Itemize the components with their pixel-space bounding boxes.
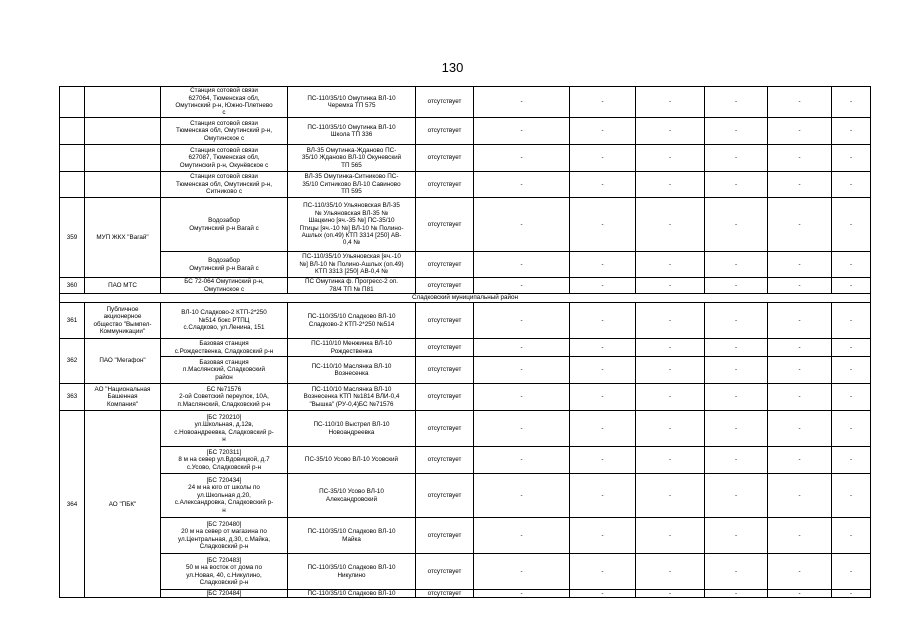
value-cell: - [832,303,871,339]
value-cell: - [832,357,871,384]
value-cell: - [768,357,832,384]
object-description: Базовая станция с.Рождественка, Сладковский р-н [161,339,288,357]
value-cell: - [768,339,832,357]
value-cell: - [768,303,832,339]
status-cell: отсутствует [416,198,474,252]
object-description: [БС 720311] 8 м на север ул.Вдовицкой, д.7 с.Усово, Сладковский р-н [161,447,288,474]
value-cell: - [570,172,636,198]
value-cell: - [474,384,570,411]
value-cell: - [474,474,570,518]
object-description: [БС 720434] 24 м на юго от школы по ул.Школьная д.20, с.Александровка, Сладковский р- н [161,474,288,518]
value-cell: - [832,252,871,278]
status-cell: отсутствует [416,384,474,411]
organization-name [85,145,161,172]
table-row [60,474,871,518]
value-cell: - [705,198,768,252]
value-cell: - [768,252,832,278]
connection-point: ПС-110/10 Маслянка ВЛ-10 Вознесенка [288,357,416,384]
value-cell: - [570,252,636,278]
value-cell: - [768,384,832,411]
status-cell: отсутствует [416,278,474,294]
value-cell: - [705,474,768,518]
table-row [60,303,871,339]
connection-point: ПС-110/10 Маслянка ВЛ-10 Вознесенка КТП №1814 ВЛИ-0,4 "Вышка" (РУ-0,4)БС №71576 [288,384,416,411]
connection-point: ПС-110/10 Выстрел ВЛ-10 Новоандреевка [288,411,416,447]
connection-point: ПС-110/35/10 Ульяновская [яч.-10 №] ВЛ-10 № Полино-Ашлых (оп.49) КТП 3313 [250] АВ-0,4 № [288,252,416,278]
value-cell: - [636,339,705,357]
table-row [60,172,871,198]
value-cell: - [768,447,832,474]
value-cell: - [832,198,871,252]
value-cell: - [636,384,705,411]
table-row [60,590,871,598]
object-description: [БС 720480] 20 м на север от магазина по ул.Центральная, д.30, с.Майка, Сладковский р-н [161,518,288,554]
table-row [60,554,871,590]
connection-point: ПС-110/35/10 Сладково ВЛ-10 [288,590,416,598]
row-number: 359 [60,198,85,278]
connection-point: ПС-35/10 Усово ВЛ-10 Александровский [288,474,416,518]
value-cell: - [570,447,636,474]
value-cell: - [570,518,636,554]
value-cell: - [570,87,636,118]
value-cell: - [705,303,768,339]
table-body-omutinsky [60,87,871,294]
value-cell: - [636,554,705,590]
value-cell: - [768,411,832,447]
value-cell: - [636,172,705,198]
table-row [60,87,871,118]
table-row [60,278,871,294]
status-cell: отсутствует [416,590,474,598]
object-description: Станция сотовой связи Тюменская обл, Омутинский р-н, Ситниково с [161,172,288,198]
value-cell: - [705,278,768,294]
value-cell: - [768,518,832,554]
value-cell: - [636,411,705,447]
row-number [60,87,85,118]
row-number [60,118,85,145]
row-number: 364 [60,411,85,598]
value-cell: - [570,339,636,357]
object-description: БС №71576 2-ой Советский переулок, 10А, п.Маслянский, Сладковский р-н [161,384,288,411]
value-cell: - [705,339,768,357]
value-cell: - [768,145,832,172]
status-cell: отсутствует [416,252,474,278]
page-number: 130 [441,60,464,75]
value-cell: - [832,384,871,411]
object-description: Станция сотовой связи Тюменская обл, Омутинский р-н, Омутинское с [161,118,288,145]
value-cell: - [474,118,570,145]
value-cell: - [768,278,832,294]
value-cell: - [474,87,570,118]
organization-name: Публичное акционерное общество "Вымпел- Коммуникации" [85,303,161,339]
table-row [60,447,871,474]
value-cell: - [474,303,570,339]
value-cell: - [474,411,570,447]
value-cell: - [570,198,636,252]
value-cell: - [474,447,570,474]
value-cell: - [832,590,871,598]
value-cell: - [474,554,570,590]
connection-point: ПС-110/35/10 Сладково ВЛ-10 Майка [288,518,416,554]
value-cell: - [705,411,768,447]
value-cell: - [832,118,871,145]
organization-name: ПАО МТС [85,278,161,294]
value-cell: - [768,87,832,118]
status-cell: отсутствует [416,411,474,447]
value-cell: - [474,198,570,252]
value-cell: - [570,384,636,411]
value-cell: - [570,278,636,294]
object-description: Водозабор Омутинский р-н Вагай с [161,252,288,278]
object-description: БС 72-064 Омутинский р-н, Омутинское с [161,278,288,294]
connection-point: ПС Омутинка ф. Прогресс-2 оп. 78/4 ТП № П81 [288,278,416,294]
object-description: [БС 720484] [161,590,288,598]
object-description: [БС 720483] 50 м на восток от дома по ул.Новая, 40, с.Никулино, Сладковский р-н [161,554,288,590]
value-cell: - [636,303,705,339]
value-cell: - [474,357,570,384]
value-cell: - [570,145,636,172]
value-cell: - [832,554,871,590]
connection-point: ПС-110/35/10 Омутинка ВЛ-10 Школа ТП 336 [288,118,416,145]
organization-name: АО "ПБК" [85,411,161,598]
value-cell: - [832,474,871,518]
object-description: ВЛ-10 Сладково-2 КТП-2*250 №514 бокс РТПЦ с.Сладково, ул.Ленина, 151 [161,303,288,339]
row-number [60,172,85,198]
organization-name: ПАО "Мегафон" [85,339,161,384]
connection-point: ВЛ-35 Омутинка-Ждановo ПС- 35/10 Ждановo ВЛ-10 Окуневский ТП 565 [288,145,416,172]
value-cell: - [705,384,768,411]
value-cell: - [474,172,570,198]
value-cell: - [832,278,871,294]
status-cell: отсутствует [416,118,474,145]
organization-name [85,118,161,145]
value-cell: - [705,357,768,384]
status-cell: отсутствует [416,145,474,172]
value-cell: - [705,118,768,145]
status-cell: отсутствует [416,554,474,590]
table-row [60,384,871,411]
value-cell: - [705,252,768,278]
object-description: Базовая станция п.Маслянский, Сладковский район [161,357,288,384]
table-row [60,198,871,252]
value-cell: - [570,590,636,598]
value-cell: - [636,87,705,118]
value-cell: - [636,474,705,518]
table-row [60,339,871,357]
organization-name: АО "Национальная Башенная Компания" [85,384,161,411]
value-cell: - [832,339,871,357]
table-row [60,118,871,145]
value-cell: - [636,252,705,278]
connection-point: ВЛ-35 Омутинка-Ситниково ПС- 35/10 Ситниково ВЛ-10 Савиново ТП 595 [288,172,416,198]
organization-name: МУП ЖКХ "Вагай" [85,198,161,278]
table-row [60,518,871,554]
status-cell: отсутствует [416,87,474,118]
connection-point: ПС-110/35/10 Сладково ВЛ-10 Никулино [288,554,416,590]
value-cell: - [636,447,705,474]
value-cell: - [768,474,832,518]
section-header-row [60,294,871,303]
value-cell: - [474,339,570,357]
status-cell: отсутствует [416,357,474,384]
value-cell: - [768,590,832,598]
value-cell: - [570,118,636,145]
row-number: 362 [60,339,85,384]
connection-point: ПС-110/35/10 Сладково ВЛ-10 Сладково-2 КТП-2*250 №514 [288,303,416,339]
connection-point: ПС-110/35/10 Ульяновская ВЛ-35 № Ульяновская ВЛ-35 № Шацкино [яч.-35 №] ПС-35/10 Птицы [яч.-10 №] ВЛ-10 № Полино- Ашлых (оп.49) КТП 3314 [250] АВ- 0,4 № [288,198,416,252]
section-title: Сладковский муниципальный район [60,294,871,303]
value-cell: - [832,518,871,554]
table-body-sladkovsky [60,303,871,598]
value-cell: - [636,198,705,252]
row-number: 361 [60,303,85,339]
status-cell: отсутствует [416,474,474,518]
value-cell: - [705,447,768,474]
value-cell: - [832,411,871,447]
table-row [60,252,871,278]
value-cell: - [570,357,636,384]
value-cell: - [768,118,832,145]
row-number [60,145,85,172]
object-description: [БС 720210] ул.Школьная, д.12в, с.Новоандреевка, Сладковский р- н [161,411,288,447]
object-description: Станция сотовой связи 627087, Тюменская обл, Омутинский р-н, Окунёвское с [161,145,288,172]
object-description: Водозабор Омутинский р-н Вагай с [161,198,288,252]
table-row [60,145,871,172]
connection-point: ПС-35/10 Усово ВЛ-10 Усовский [288,447,416,474]
table-row [60,411,871,447]
value-cell: - [474,590,570,598]
infrastructure-table [59,86,871,598]
value-cell: - [570,411,636,447]
value-cell: - [832,447,871,474]
value-cell: - [832,87,871,118]
value-cell: - [768,554,832,590]
value-cell: - [474,145,570,172]
value-cell: - [832,172,871,198]
status-cell: отсутствует [416,172,474,198]
value-cell: - [832,145,871,172]
value-cell: - [474,278,570,294]
organization-name [85,87,161,118]
value-cell: - [705,87,768,118]
value-cell: - [705,590,768,598]
connection-point: ПС-110/10 Менжинка ВЛ-10 Рождественка [288,339,416,357]
value-cell: - [636,145,705,172]
status-cell: отсутствует [416,303,474,339]
value-cell: - [768,198,832,252]
value-cell: - [570,474,636,518]
row-number: 363 [60,384,85,411]
value-cell: - [705,172,768,198]
value-cell: - [570,303,636,339]
status-cell: отсутствует [416,339,474,357]
value-cell: - [768,172,832,198]
object-description: Станция сотовой связи 627064, Тюменская обл, Омутинский р-н, Южно-Плетнево с [161,87,288,118]
value-cell: - [636,518,705,554]
value-cell: - [474,518,570,554]
table-row [60,357,871,384]
value-cell: - [570,554,636,590]
value-cell: - [636,357,705,384]
value-cell: - [636,118,705,145]
value-cell: - [636,278,705,294]
organization-name [85,172,161,198]
value-cell: - [705,145,768,172]
value-cell: - [474,252,570,278]
status-cell: отсутствует [416,518,474,554]
value-cell: - [636,590,705,598]
value-cell: - [705,554,768,590]
row-number: 360 [60,278,85,294]
value-cell: - [705,518,768,554]
status-cell: отсутствует [416,447,474,474]
connection-point: ПС-110/35/10 Омутинка ВЛ-10 Черемха ТП 575 [288,87,416,118]
